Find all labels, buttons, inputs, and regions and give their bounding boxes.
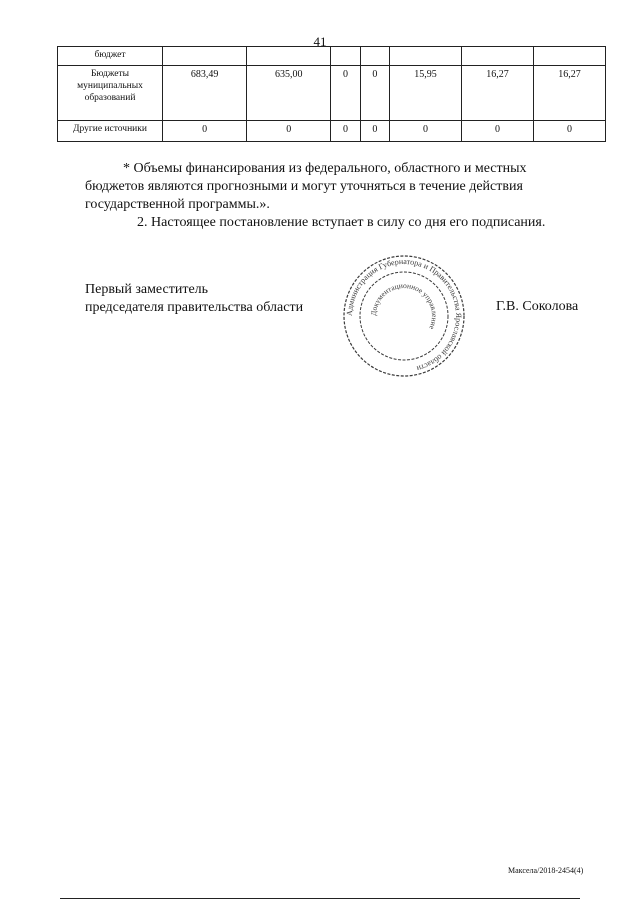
footnote [85,160,589,214]
table-cell: 635,00 [247,66,331,121]
signatory-title-line: Первый заместитель [85,282,209,297]
table-cell [331,47,360,66]
stamp-outer-text: Администрация Губернатора и Правительства Ярославской области [344,256,464,374]
table-cell: 16,27 [461,66,533,121]
table-cell: 0 [360,66,389,121]
table-cell: 0 [461,121,533,142]
signatory-title [85,281,303,317]
table-cell: 0 [331,121,360,142]
table-cell: 16,27 [533,66,605,121]
page-number: 41 [313,34,327,49]
table-cell: 15,95 [389,66,461,121]
table-cell [461,47,533,66]
table-cell: 0 [163,121,247,142]
table-cell [389,47,461,66]
financing-table [57,46,606,142]
signatory-title-line: председателя правительства области [85,300,304,315]
table-cell: 0 [360,121,389,142]
row-label: Другие источники [58,121,163,142]
footnote-line: * Объемы финансирования из федерального, областного и местных [123,161,527,176]
table-cell: 683,49 [163,66,247,121]
stamp-seal-icon [340,252,468,380]
document-code: Максела/2018-2454(4) [508,866,584,875]
footnote-line: государственной программы.». [85,197,270,212]
table-cell [360,47,389,66]
signatory-name: Г.В. Соколова [496,299,579,314]
row-label: Бюджеты муниципальных образований [58,66,163,121]
footnote-line: бюджетов являются прогнозными и могут уточняться в течение действия [85,179,523,194]
page-bottom-rule [60,898,580,899]
table-cell [533,47,605,66]
table-row [58,47,606,66]
table-cell: 0 [533,121,605,142]
official-stamp [340,252,468,380]
table-row [58,121,606,142]
table-cell: 0 [247,121,331,142]
resolution-clause: 2. Настоящее постановление вступает в силу со дня его подписания. [137,215,546,230]
table-cell: 0 [331,66,360,121]
table-row [58,66,606,121]
row-label: бюджет [58,47,163,66]
table-cell: 0 [389,121,461,142]
stamp-inner-text: Документационное управление [368,280,440,332]
table-cell [247,47,331,66]
table-cell [163,47,247,66]
